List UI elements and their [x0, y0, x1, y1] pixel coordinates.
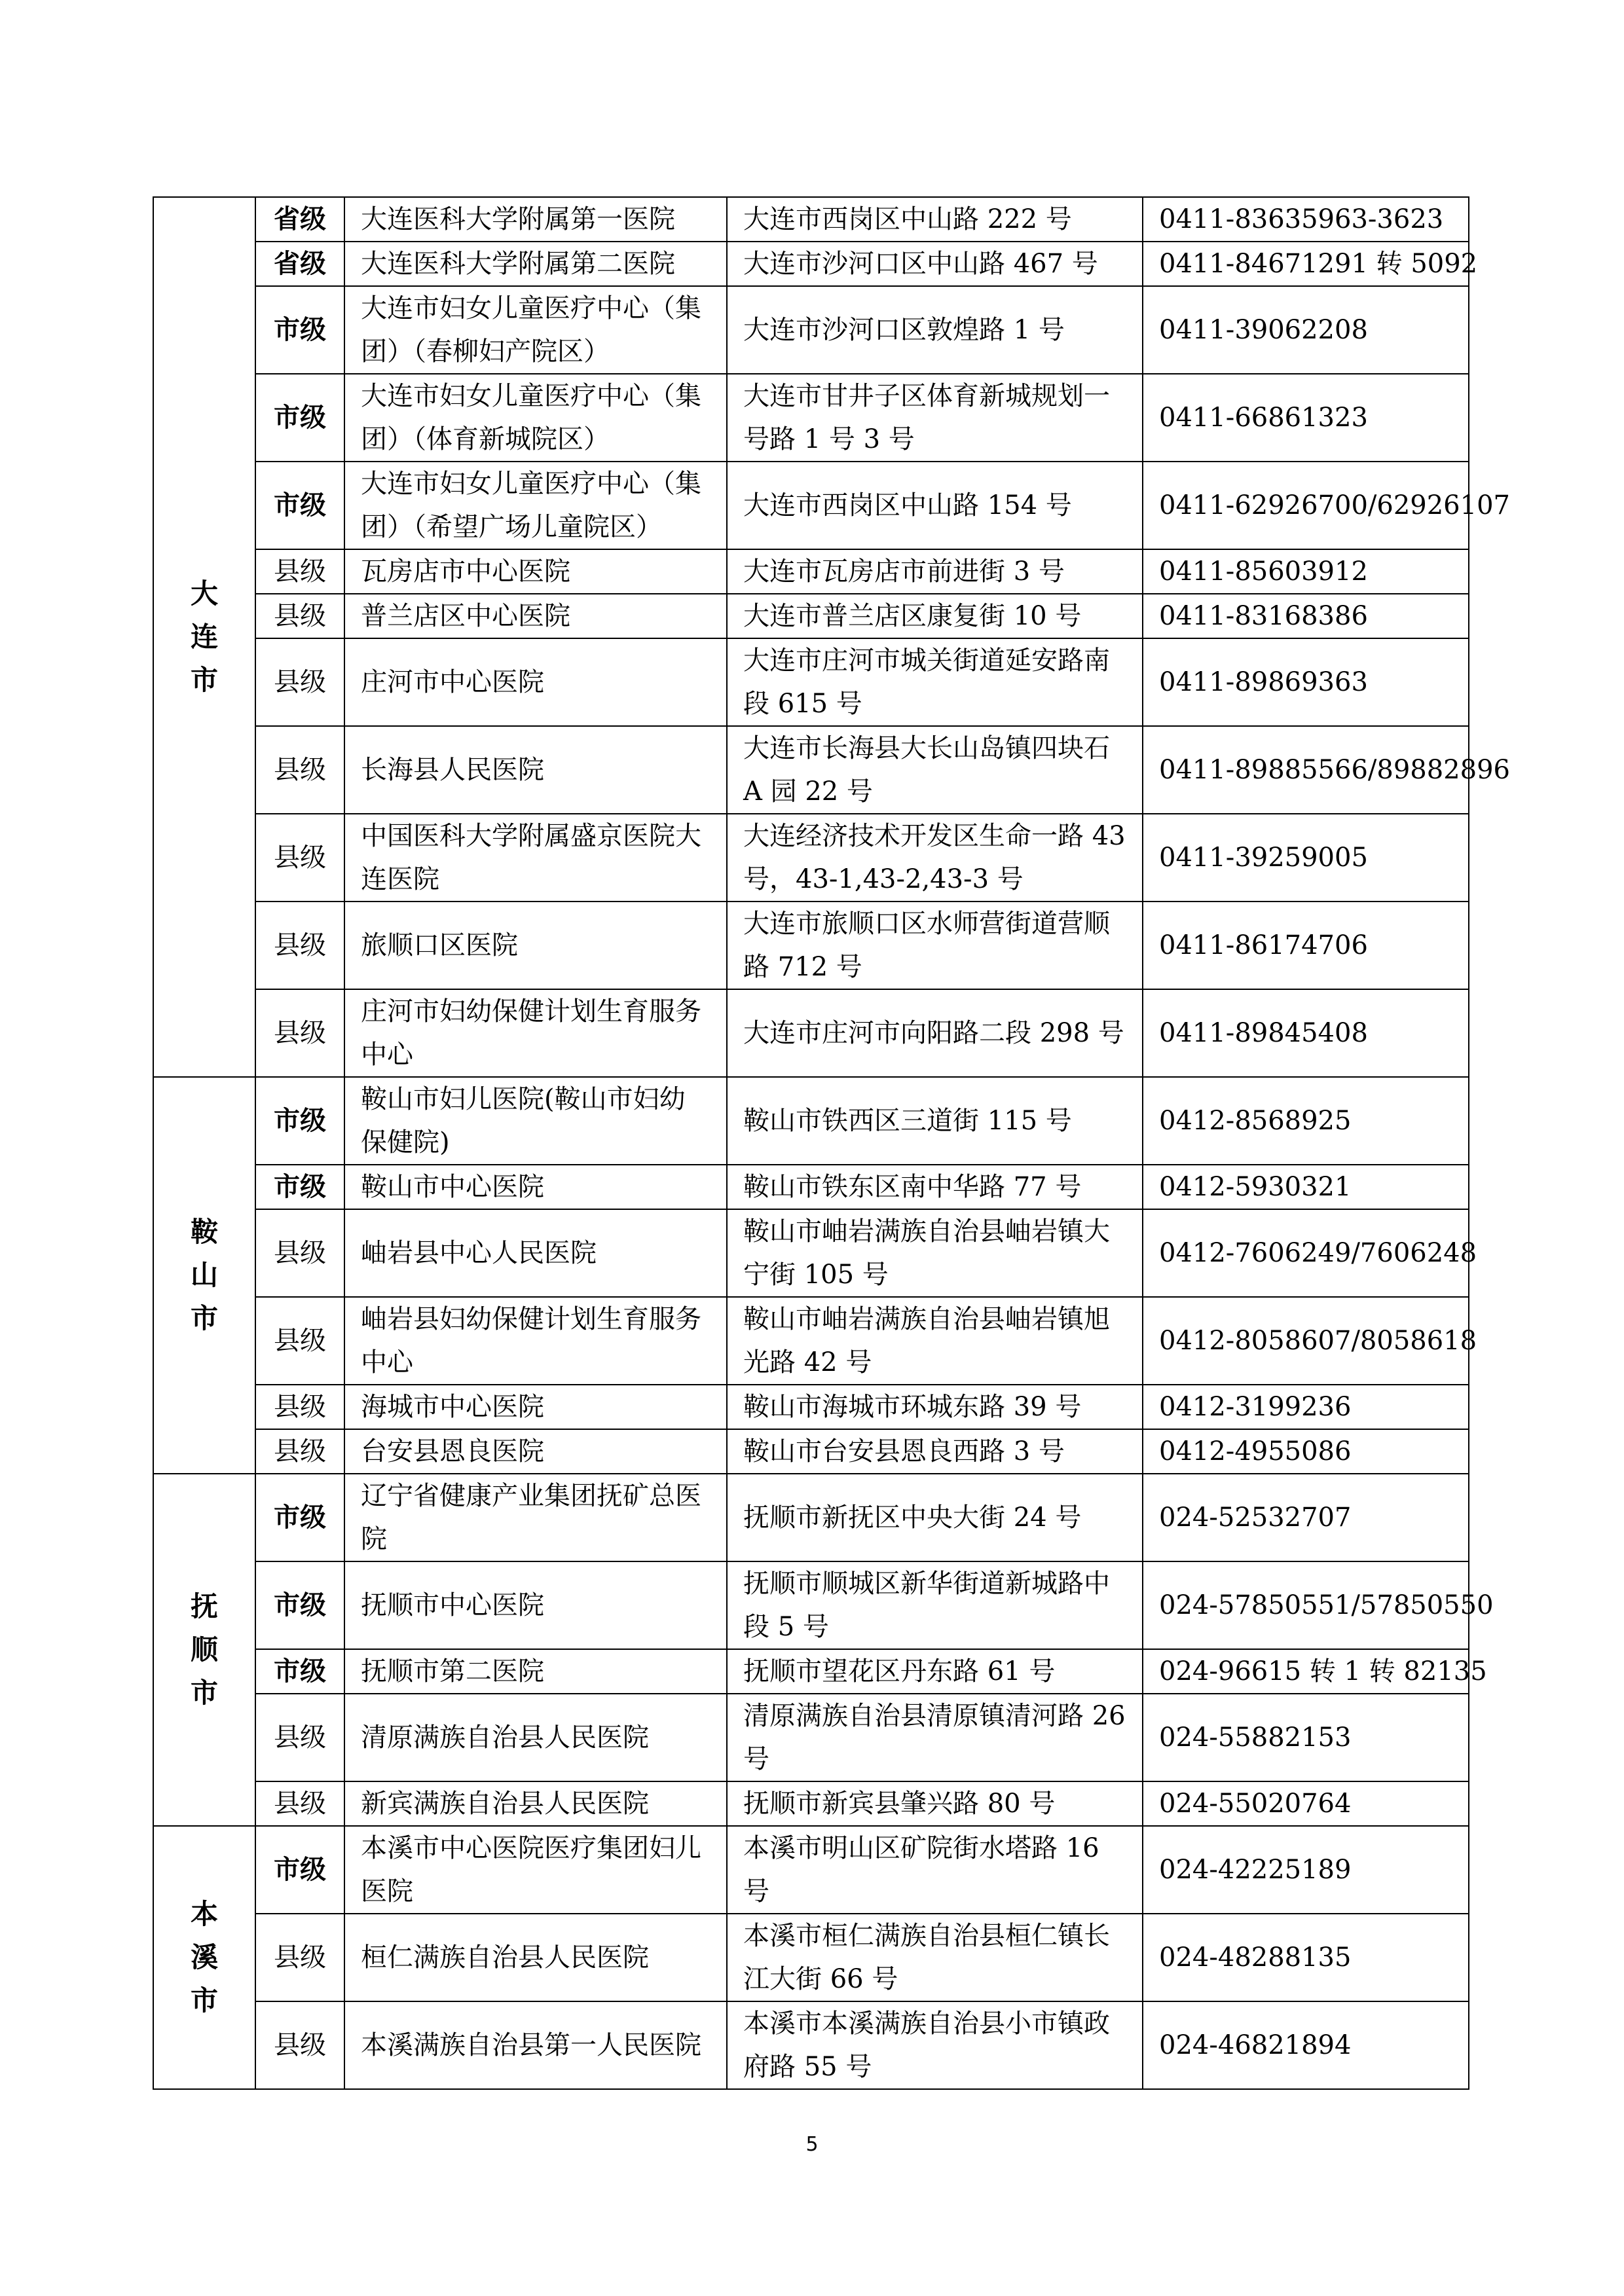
- level: 市级: [255, 286, 344, 374]
- hospital-address: 大连市长海县大长山岛镇四块石 A 园 22 号: [727, 726, 1143, 814]
- hospital-name: 大连市妇女儿童医疗中心（集团）（希望广场儿童院区）: [344, 462, 727, 549]
- level: 县级: [255, 1914, 344, 2001]
- hospital-address: 鞍山市台安县恩良西路 3 号: [727, 1429, 1143, 1474]
- table-row: [153, 374, 1469, 462]
- hospital-address: 抚顺市新宾县肇兴路 80 号: [727, 1781, 1143, 1826]
- city-name: 鞍 山 市: [190, 1216, 218, 1334]
- table-row: [153, 197, 1469, 242]
- city-name: 抚 顺 市: [190, 1590, 218, 1709]
- level: 省级: [255, 197, 344, 242]
- level: 市级: [255, 374, 344, 462]
- hospital-name: 鞍山市中心医院: [344, 1165, 727, 1209]
- level: 市级: [255, 1649, 344, 1694]
- level: 县级: [255, 902, 344, 989]
- hospital-phone: 0411-89885566/89882896: [1143, 726, 1469, 814]
- hospital-address: 抚顺市新抚区中央大街 24 号: [727, 1474, 1143, 1561]
- city-name: 大 连 市: [190, 577, 218, 696]
- hospital-name: 大连市妇女儿童医疗中心（集团）（春柳妇产院区）: [344, 286, 727, 374]
- table-row: [153, 1297, 1469, 1385]
- hospital-address: 大连经济技术开发区生命一路 43 号，43-1,43-2,43-3 号: [727, 814, 1143, 902]
- level: 市级: [255, 1165, 344, 1209]
- hospital-address: 大连市普兰店区康复街 10 号: [727, 594, 1143, 638]
- table-row: [153, 1165, 1469, 1209]
- hospital-phone: 024-48288135: [1143, 1914, 1469, 2001]
- table-row: [153, 1077, 1469, 1165]
- hospital-phone: 0412-5930321: [1143, 1165, 1469, 1209]
- hospital-phone: 0411-39259005: [1143, 814, 1469, 902]
- hospital-address: 鞍山市岫岩满族自治县岫岩镇大宁街 105 号: [727, 1209, 1143, 1297]
- level: 县级: [255, 1209, 344, 1297]
- hospital-name: 本溪满族自治县第一人民医院: [344, 2001, 727, 2089]
- hospital-address: 大连市庄河市向阳路二段 298 号: [727, 989, 1143, 1077]
- page-number: 5: [805, 2133, 819, 2156]
- hospital-name: 新宾满族自治县人民医院: [344, 1781, 727, 1826]
- hospital-name: 桓仁满族自治县人民医院: [344, 1914, 727, 2001]
- hospital-address: 鞍山市铁东区南中华路 77 号: [727, 1165, 1143, 1209]
- level: 县级: [255, 989, 344, 1077]
- hospital-phone: 0412-3199236: [1143, 1385, 1469, 1429]
- level: 县级: [255, 594, 344, 638]
- hospital-phone: 0411-66861323: [1143, 374, 1469, 462]
- hospital-name: 本溪市中心医院医疗集团妇儿医院: [344, 1826, 727, 1914]
- hospital-name: 抚顺市第二医院: [344, 1649, 727, 1694]
- hospital-name: 台安县恩良医院: [344, 1429, 727, 1474]
- hospital-name: 瓦房店市中心医院: [344, 549, 727, 594]
- hospital-phone: 0411-62926700/62926107: [1143, 462, 1469, 549]
- level: 县级: [255, 1781, 344, 1826]
- table-row: [153, 1474, 1469, 1561]
- level: 县级: [255, 814, 344, 902]
- hospital-address: 大连市瓦房店市前进街 3 号: [727, 549, 1143, 594]
- table-row: [153, 1429, 1469, 1474]
- table-row: [153, 1649, 1469, 1694]
- level: 县级: [255, 2001, 344, 2089]
- level: 县级: [255, 1429, 344, 1474]
- hospital-phone: 0411-89845408: [1143, 989, 1469, 1077]
- hospital-phone: 024-55882153: [1143, 1694, 1469, 1781]
- hospital-phone: 0411-83635963-3623: [1143, 197, 1469, 242]
- table-row: [153, 1209, 1469, 1297]
- hospital-phone: 0412-4955086: [1143, 1429, 1469, 1474]
- table-row: [153, 814, 1469, 902]
- hospital-name: 辽宁省健康产业集团抚矿总医院: [344, 1474, 727, 1561]
- hospital-name: 旅顺口区医院: [344, 902, 727, 989]
- level: 县级: [255, 1694, 344, 1781]
- hospital-address: 鞍山市海城市环城东路 39 号: [727, 1385, 1143, 1429]
- hospital-address: 大连市沙河口区中山路 467 号: [727, 242, 1143, 286]
- hospital-address: 本溪市明山区矿院街水塔路 16 号: [727, 1826, 1143, 1914]
- level: 市级: [255, 1561, 344, 1649]
- table-row: [153, 902, 1469, 989]
- hospital-name: 大连市妇女儿童医疗中心（集团）（体育新城院区）: [344, 374, 727, 462]
- hospital-address: 大连市庄河市城关街道延安路南段 615 号: [727, 638, 1143, 726]
- hospital-phone: 0412-8568925: [1143, 1077, 1469, 1165]
- hospital-name: 庄河市中心医院: [344, 638, 727, 726]
- hospital-name: 大连医科大学附属第二医院: [344, 242, 727, 286]
- level: 市级: [255, 1077, 344, 1165]
- hospital-address: 本溪市桓仁满族自治县桓仁镇长江大街 66 号: [727, 1914, 1143, 2001]
- hospital-address: 大连市沙河口区敦煌路 1 号: [727, 286, 1143, 374]
- hospital-phone: 0411-39062208: [1143, 286, 1469, 374]
- level: 市级: [255, 462, 344, 549]
- table-row: [153, 989, 1469, 1077]
- hospital-phone: 024-55020764: [1143, 1781, 1469, 1826]
- hospital-phone: 0411-89869363: [1143, 638, 1469, 726]
- hospital-phone: 024-57850551/57850550: [1143, 1561, 1469, 1649]
- hospital-address: 抚顺市望花区丹东路 61 号: [727, 1649, 1143, 1694]
- table-row: [153, 638, 1469, 726]
- hospital-name: 大连医科大学附属第一医院: [344, 197, 727, 242]
- table-body: [153, 197, 1510, 2089]
- hospital-name: 岫岩县妇幼保健计划生育服务中心: [344, 1297, 727, 1385]
- hospital-name: 普兰店区中心医院: [344, 594, 727, 638]
- level: 县级: [255, 1297, 344, 1385]
- table-row: [153, 594, 1469, 638]
- table-row: [153, 242, 1469, 286]
- hospital-address: 大连市旅顺口区水师营街道营顺路 712 号: [727, 902, 1143, 989]
- city-cell: [153, 197, 255, 1077]
- hospital-name: 清原满族自治县人民医院: [344, 1694, 727, 1781]
- hospital-address: 大连市甘井子区体育新城规划一号路 1 号 3 号: [727, 374, 1143, 462]
- hospital-phone: 024-96615 转 1 转 82135: [1143, 1649, 1469, 1694]
- hospital-phone: 0411-85603912: [1143, 549, 1469, 594]
- table-row: [153, 2001, 1469, 2089]
- table-row: [153, 462, 1469, 549]
- table-row: [153, 286, 1469, 374]
- city-cell: [153, 1826, 255, 2089]
- hospital-name: 庄河市妇幼保健计划生育服务中心: [344, 989, 727, 1077]
- table-row: [153, 1914, 1469, 2001]
- hospital-phone: 024-52532707: [1143, 1474, 1469, 1561]
- hospital-phone: 0411-83168386: [1143, 594, 1469, 638]
- hospital-name: 抚顺市中心医院: [344, 1561, 727, 1649]
- hospital-phone: 0411-86174706: [1143, 902, 1469, 989]
- table-row: [153, 1826, 1469, 1914]
- hospital-address: 本溪市本溪满族自治县小市镇政府路 55 号: [727, 2001, 1143, 2089]
- hospital-name: 岫岩县中心人民医院: [344, 1209, 727, 1297]
- level: 省级: [255, 242, 344, 286]
- hospital-address: 抚顺市顺城区新华街道新城路中段 5 号: [727, 1561, 1143, 1649]
- hospital-name: 鞍山市妇儿医院(鞍山市妇幼保健院): [344, 1077, 727, 1165]
- hospital-name: 海城市中心医院: [344, 1385, 727, 1429]
- hospital-name: 长海县人民医院: [344, 726, 727, 814]
- city-cell: [153, 1077, 255, 1474]
- city-cell: [153, 1474, 255, 1826]
- hospital-phone: 024-46821894: [1143, 2001, 1469, 2089]
- hospital-address: 清原满族自治县清原镇清河路 26 号: [727, 1694, 1143, 1781]
- hospital-address: 鞍山市铁西区三道街 115 号: [727, 1077, 1143, 1165]
- hospital-address: 大连市西岗区中山路 222 号: [727, 197, 1143, 242]
- table-row: [153, 1694, 1469, 1781]
- level: 县级: [255, 726, 344, 814]
- table-row: [153, 549, 1469, 594]
- table-row: [153, 726, 1469, 814]
- table-row: [153, 1561, 1469, 1649]
- hospital-table: [153, 196, 1510, 2090]
- table-row: [153, 1385, 1469, 1429]
- hospital-phone: 0412-8058607/8058618: [1143, 1297, 1469, 1385]
- level: 县级: [255, 1385, 344, 1429]
- hospital-phone: 0412-7606249/7606248: [1143, 1209, 1469, 1297]
- hospital-address: 大连市西岗区中山路 154 号: [727, 462, 1143, 549]
- level: 县级: [255, 549, 344, 594]
- level: 市级: [255, 1826, 344, 1914]
- hospital-phone: 024-42225189: [1143, 1826, 1469, 1914]
- city-name: 本 溪 市: [190, 1898, 218, 2016]
- level: 市级: [255, 1474, 344, 1561]
- hospital-phone: 0411-84671291 转 5092: [1143, 242, 1469, 286]
- level: 县级: [255, 638, 344, 726]
- hospital-name: 中国医科大学附属盛京医院大连医院: [344, 814, 727, 902]
- hospital-address: 鞍山市岫岩满族自治县岫岩镇旭光路 42 号: [727, 1297, 1143, 1385]
- table-row: [153, 1781, 1469, 1826]
